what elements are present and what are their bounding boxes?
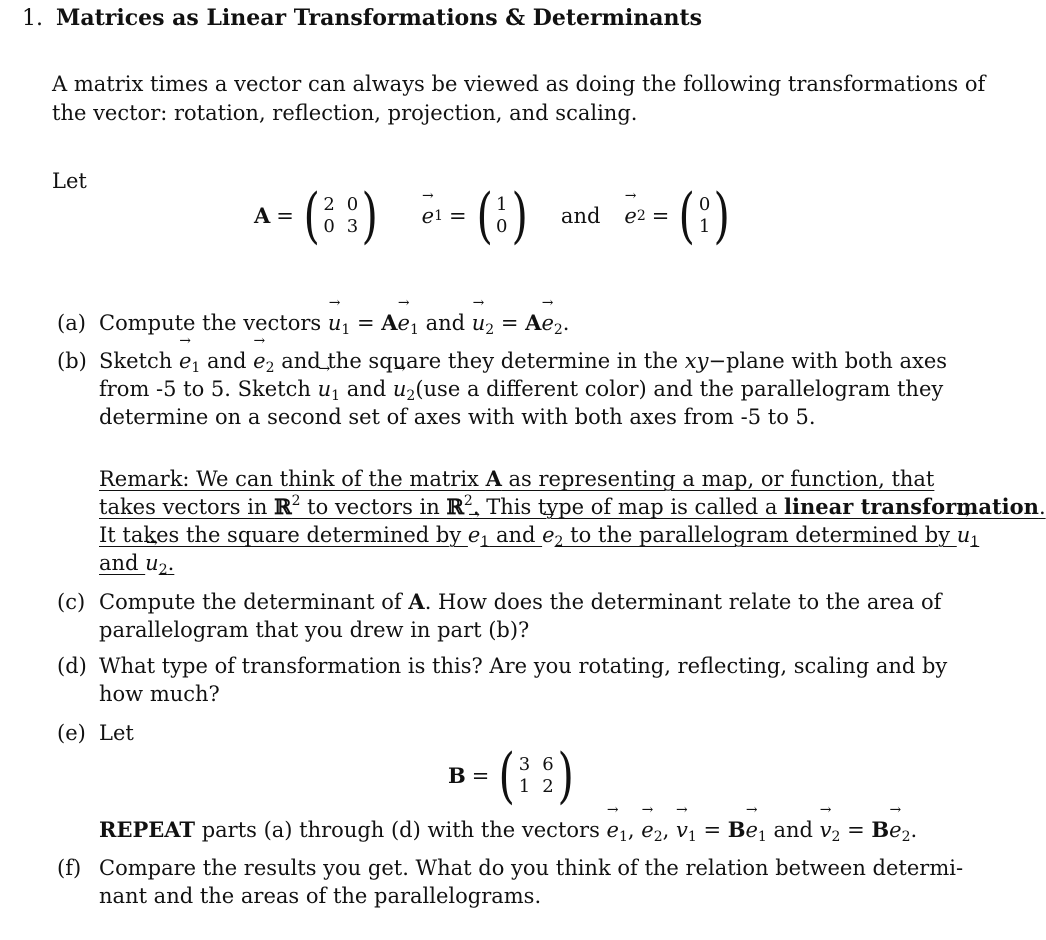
subscript: 1 — [757, 829, 767, 845]
part-e-let: Let — [99, 721, 134, 745]
part-a-text — [99, 309, 569, 337]
text: . This type of map is called a — [472, 495, 785, 519]
vector-symbol: u — [145, 551, 159, 575]
vector-e2 — [253, 347, 265, 375]
part-d-label: (d) — [57, 654, 87, 678]
text: and — [489, 523, 543, 547]
equals-sign: = — [494, 311, 526, 335]
left-paren: ( — [498, 741, 516, 811]
text: takes vectors in — [99, 495, 275, 519]
matrix-a-ref: A — [381, 310, 398, 335]
vector-e1 — [745, 816, 757, 844]
matrix-b-cells — [519, 754, 554, 798]
part-c-label: (c) — [57, 590, 86, 614]
text: (use a different color) and the parallelogram they — [415, 377, 944, 401]
vector-symbol: e — [397, 311, 410, 335]
remark-line-2 — [99, 493, 1046, 521]
vector-v2 — [820, 816, 832, 844]
text: and — [340, 377, 393, 401]
matrix-a-name: A — [254, 203, 271, 228]
subscript: 1 — [409, 322, 419, 338]
matrix-cell: 0 — [346, 194, 359, 215]
vector-u1 — [328, 309, 342, 337]
vector-u2 — [472, 309, 486, 337]
vector-cell: 0 — [698, 194, 711, 215]
matrix-cell: 3 — [518, 754, 531, 775]
vector-symbol: e — [889, 818, 902, 842]
real-space-symbol: ℝ — [274, 494, 292, 519]
right-paren: ) — [511, 181, 528, 251]
matrix-a — [300, 181, 382, 251]
vector-symbol: u — [392, 377, 407, 401]
vector-symbol: u — [317, 377, 332, 401]
subscript: 2 — [553, 322, 563, 338]
vector-symbol: e — [253, 349, 266, 373]
equals-sign: = — [449, 204, 467, 228]
superscript: 2 — [291, 493, 301, 509]
definitions-row: A = ( 2 0 0 3 ) → e 1 = ( 1 0 ) and → e 2 = ( 0 1 ) — [254, 186, 734, 246]
text: from -5 to 5. Sketch — [99, 377, 318, 401]
subscript: 1 — [618, 829, 628, 845]
text: Compute the determinant of — [99, 590, 409, 614]
vector-cell: 0 — [496, 216, 508, 237]
text: to the parallelogram determined by — [563, 523, 957, 547]
matrix-a-ref: A — [485, 466, 502, 491]
vector-symbol: e — [541, 311, 554, 335]
vector-symbol: u — [327, 311, 342, 335]
problem-title: Matrices as Linear Transformations & Determinants — [56, 5, 703, 31]
part-f-line-1: Compare the results you get. What do you think of the relation between determi- — [99, 856, 964, 880]
text: . — [167, 551, 175, 575]
vector-e1 — [422, 202, 434, 230]
vector-e2-cells — [699, 194, 710, 238]
intro-line-1: A matrix times a vector can always be viewed as doing the following transformations of — [52, 72, 986, 96]
part-e-repeat-line — [99, 816, 917, 844]
vector-symbol: e — [641, 818, 654, 842]
equals-sign: = — [471, 764, 490, 788]
matrix-cell: 1 — [518, 776, 531, 797]
text: . How does the determinant relate to the area of — [424, 590, 942, 614]
part-d-line-1: What type of transformation is this? Are you rotating, reflecting, scaling and by — [99, 654, 948, 678]
matrix-b-ref: B — [727, 817, 746, 842]
superscript: 2 — [463, 493, 473, 509]
vector-e1 — [179, 347, 191, 375]
vector-symbol: v — [819, 818, 832, 842]
text: −plane with both axes — [708, 349, 948, 373]
vector-symbol: e — [745, 818, 758, 842]
problem-header — [22, 4, 702, 33]
linear-transformation-term: linear transformation — [784, 494, 1039, 519]
subscript: 1 — [331, 388, 341, 404]
matrix-a-ref: A — [525, 310, 542, 335]
vector-e2 — [542, 521, 554, 549]
repeat-keyword: REPEAT — [99, 817, 196, 842]
subscript: 1 — [191, 360, 201, 376]
period: . — [910, 818, 918, 842]
remark-line-3 — [99, 521, 979, 549]
vector-e1-cells — [496, 194, 507, 238]
vector-e2 — [641, 816, 653, 844]
part-c-line-2: parallelogram that you drew in part (b)? — [99, 618, 530, 642]
vector-symbol: e — [542, 523, 555, 547]
remark-line-4 — [99, 549, 174, 577]
text: and — [766, 818, 820, 842]
subscript: 2 — [265, 360, 275, 376]
text: . — [1038, 495, 1046, 519]
and-word: and — [560, 204, 601, 228]
part-d-line-2: how much? — [99, 682, 220, 706]
vector-u1 — [957, 521, 971, 549]
matrix-cell: 2 — [542, 776, 554, 797]
equals-sign: = — [276, 204, 294, 228]
text: and — [418, 311, 472, 335]
part-a-label: (a) — [57, 311, 86, 335]
vector-cell: 1 — [496, 194, 508, 215]
text: and — [200, 349, 254, 373]
vector-v1 — [676, 816, 688, 844]
comma: , — [627, 818, 642, 842]
matrix-b — [495, 741, 577, 811]
vector-e1 — [607, 816, 619, 844]
subscript: 2 — [406, 388, 416, 404]
real-space-symbol: ℝ — [446, 494, 464, 519]
left-paren: ( — [476, 181, 493, 251]
vector-e2 — [541, 309, 553, 337]
vector-e2-column — [675, 181, 733, 251]
matrix-b-name: B — [448, 763, 466, 788]
vector-cell: 1 — [698, 216, 711, 237]
left-paren: ( — [303, 181, 320, 251]
period: . — [562, 311, 570, 335]
vector-e1 — [398, 309, 410, 337]
part-f-line-2: nant and the areas of the parallelograms. — [99, 884, 542, 908]
vector-symbol: e — [606, 818, 619, 842]
part-e-label: (e) — [57, 721, 86, 745]
problem-number: 1. — [22, 6, 43, 31]
text: Remark: We can think of the matrix — [99, 467, 486, 491]
subscript: 1 — [970, 534, 980, 550]
part-b-line-1 — [99, 347, 947, 375]
vector-e1 — [468, 521, 480, 549]
subscript: 1 — [480, 534, 490, 550]
vector-symbol: v — [675, 818, 688, 842]
right-paren: ) — [713, 181, 731, 251]
text: and the square they determine in the — [274, 349, 685, 373]
vector-symbol: e — [624, 204, 637, 228]
matrix-a-ref: A — [408, 589, 425, 614]
comma: , — [662, 818, 676, 842]
subscript: 2 — [831, 829, 841, 845]
part-b-line-2 — [99, 375, 943, 403]
part-c-line-1 — [99, 588, 941, 616]
subscript: 2 — [901, 829, 911, 845]
matrix-b-ref: B — [871, 817, 890, 842]
math-xy: xy — [684, 349, 709, 373]
subscript: 2 — [653, 829, 663, 845]
text: Compute the vectors — [99, 311, 328, 335]
vector-symbol: u — [956, 523, 971, 547]
vector-e2 — [624, 202, 636, 230]
equals-sign: = — [840, 818, 872, 842]
remark-line-1 — [99, 465, 934, 493]
vector-symbol: e — [421, 204, 435, 228]
text: parts (a) through (d) with the vectors — [195, 818, 607, 842]
subscript: 2 — [485, 322, 495, 338]
vector-u2 — [393, 375, 407, 403]
let-label: Let — [52, 169, 87, 193]
vector-u1 — [318, 375, 332, 403]
matrix-cell: 3 — [346, 216, 359, 237]
subscript: 1 — [341, 322, 351, 338]
vector-symbol: u — [471, 311, 486, 335]
left-paren: ( — [678, 181, 696, 251]
vector-symbol: e — [178, 349, 192, 373]
text: Sketch — [99, 349, 179, 373]
right-paren: ) — [361, 181, 379, 251]
equals-sign: = — [651, 204, 670, 228]
matrix-cell: 2 — [323, 194, 335, 215]
equals-sign: = — [350, 311, 382, 335]
subscript: 1 — [687, 829, 697, 845]
matrix-a-cells — [323, 194, 358, 238]
subscript: 2 — [554, 534, 564, 550]
intro-line-2: the vector: rotation, reflection, projection, and scaling. — [52, 101, 638, 125]
right-paren: ) — [557, 741, 574, 811]
part-b-line-3: determine on a second set of axes with with both axes from -5 to 5. — [99, 405, 816, 429]
subscript: 2 — [158, 562, 168, 578]
text: to vectors in — [300, 495, 447, 519]
matrix-b-definition — [448, 741, 577, 811]
matrix-cell: 6 — [542, 754, 554, 775]
text: and — [99, 551, 146, 575]
vector-symbol: e — [467, 523, 481, 547]
matrix-cell: 0 — [323, 216, 335, 237]
text: It takes the square determined by — [99, 523, 468, 547]
equals-sign: = — [696, 818, 728, 842]
part-b-label: (b) — [57, 349, 87, 373]
part-f-label: (f) — [57, 856, 82, 880]
vector-u2 — [145, 549, 159, 577]
text: as representing a map, or function, that — [501, 467, 935, 491]
vector-e2 — [889, 816, 901, 844]
vector-e1-column — [473, 181, 531, 251]
